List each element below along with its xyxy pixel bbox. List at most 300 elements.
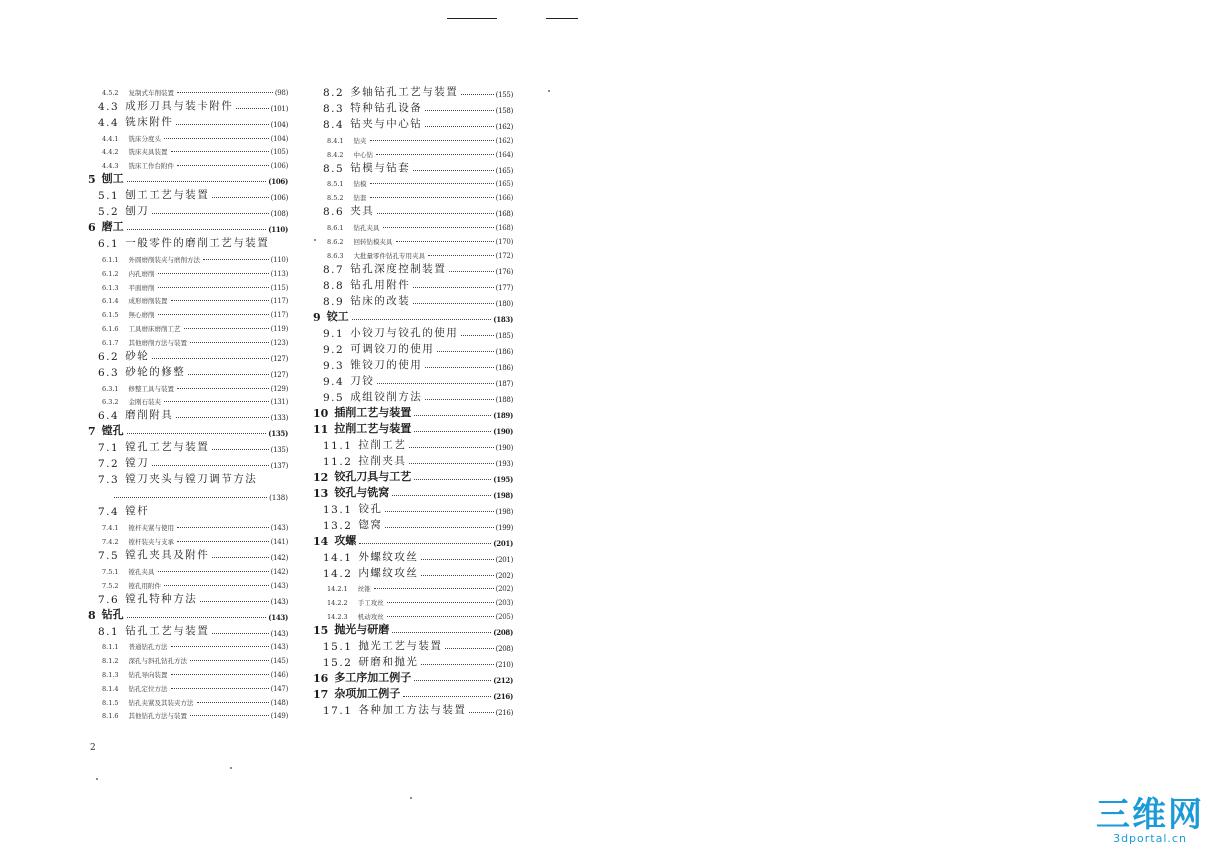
- toc-page: (172): [495, 251, 513, 260]
- toc-section: [313, 701, 513, 717]
- leader-dots: [158, 314, 269, 315]
- toc-number: 9.1: [323, 327, 345, 340]
- toc-chapter: [313, 308, 513, 324]
- toc-page: (104): [270, 120, 288, 129]
- toc-title: 拉削夹具: [358, 454, 407, 467]
- leader-dots: [414, 479, 491, 480]
- toc-section: [313, 564, 513, 580]
- leader-dots: [190, 342, 269, 343]
- toc-page: (165): [495, 180, 513, 189]
- toc-subsection: [88, 393, 288, 407]
- leader-dots: [152, 213, 268, 214]
- toc-page: (106): [268, 177, 288, 187]
- toc-page: (158): [495, 107, 513, 115]
- toc-section: [313, 260, 513, 276]
- toc-subsection: [313, 232, 513, 246]
- toc-title: 钻孔工艺与装置: [125, 624, 210, 637]
- toc-chapter: [313, 404, 513, 420]
- toc-subsection: [88, 679, 288, 693]
- toc-number: 8.1.1: [102, 643, 119, 652]
- toc-page: (98): [274, 88, 288, 97]
- toc-subsection: [88, 264, 288, 278]
- toc-title: 内螺纹攻丝: [358, 566, 419, 579]
- toc-title: 多工序加工例子: [334, 670, 412, 684]
- toc-title: 镗孔用附件: [128, 581, 162, 590]
- toc-title: 镗刀: [125, 457, 150, 470]
- leader-dots: [425, 399, 493, 400]
- toc-number: 6: [88, 221, 96, 235]
- toc-page: (199): [495, 523, 513, 532]
- leader-dots: [370, 183, 494, 184]
- toc-title: 磨工: [101, 220, 124, 234]
- toc-number: 8.5.1: [327, 180, 344, 189]
- toc-number: 14.2.1: [327, 585, 348, 594]
- toc-section: [313, 436, 513, 452]
- toc-number: 6.1.7: [102, 338, 119, 347]
- toc-subsection: [313, 175, 513, 189]
- toc-title: 拉削工艺: [358, 438, 407, 451]
- toc-title: 外螺纹攻丝: [358, 550, 419, 563]
- toc-subsection: [313, 188, 513, 202]
- leader-dots: [445, 648, 493, 649]
- leader-dots: [377, 383, 493, 384]
- leader-dots: [190, 715, 269, 716]
- leader-dots: [164, 401, 269, 402]
- toc-title: 铣床夹具装置: [128, 148, 168, 157]
- leader-dots: [392, 632, 491, 633]
- toc-number: 12: [313, 470, 329, 484]
- toc-title: 可调铰刀的使用: [350, 342, 435, 355]
- toc-subsection: [313, 246, 513, 260]
- toc-number: 8.1.6: [102, 712, 119, 721]
- toc-title: 無心磨削: [128, 311, 155, 320]
- toc-page: (187): [495, 379, 513, 388]
- toc-page: (210): [495, 660, 513, 669]
- toc-section: [88, 502, 288, 518]
- toc-subsection: [88, 250, 288, 264]
- toc-number: 8.1.3: [102, 670, 119, 679]
- leader-dots: [190, 660, 269, 661]
- toc-subsection: [88, 576, 288, 590]
- toc-subsection: [88, 278, 288, 292]
- toc-title: 其他钻孔方法与装置: [128, 712, 188, 721]
- toc-page: (164): [495, 150, 513, 159]
- toc-title: 钻孔用附件: [350, 278, 411, 291]
- leader-dots: [437, 351, 493, 352]
- toc-number: 9.5: [323, 391, 345, 404]
- leader-dots: [114, 497, 267, 498]
- toc-number: 8.6.3: [327, 251, 344, 260]
- leader-dots: [176, 124, 268, 125]
- toc-page: (115): [270, 283, 288, 292]
- toc-section: [88, 454, 288, 470]
- toc-title: 抛光工艺与装置: [358, 639, 443, 652]
- toc-number: 7.2: [98, 458, 120, 471]
- toc-number: 8.5.2: [327, 194, 344, 203]
- toc-number: 7.3: [98, 474, 120, 487]
- leader-dots: [164, 585, 269, 586]
- toc-subsection: [88, 143, 288, 157]
- toc-title: 成形磨削装置: [128, 297, 168, 306]
- toc-title: 修整工具与装置: [128, 384, 175, 393]
- toc-title: 锪窝: [358, 518, 383, 531]
- toc-number: 7.4.1: [102, 524, 119, 533]
- toc-subsection: [313, 580, 513, 594]
- leader-dots: [461, 335, 493, 336]
- toc-number: 4.4.2: [102, 148, 119, 157]
- toc-page: (189): [493, 410, 513, 420]
- leader-dots: [127, 617, 267, 618]
- toc-title: 金刚石装夹: [128, 398, 162, 407]
- toc-subsection: [313, 218, 513, 232]
- leader-dots: [413, 303, 493, 304]
- toc-number: 17: [313, 687, 329, 701]
- toc-number: 6.1.4: [102, 297, 119, 306]
- toc-section: [313, 356, 513, 372]
- toc-section: [88, 406, 288, 422]
- toc-page: (131): [270, 398, 288, 407]
- toc-subsection: [313, 131, 513, 145]
- leader-dots: [413, 170, 493, 171]
- toc-page: (165): [495, 166, 513, 175]
- toc-title: 钻模与钻套: [350, 161, 411, 174]
- toc-section: [88, 546, 288, 562]
- toc-number: 8.3: [323, 103, 345, 115]
- toc-title: 钻孔: [101, 607, 124, 621]
- toc-number: 8.4.2: [327, 150, 344, 159]
- toc-page: (208): [495, 644, 513, 653]
- toc-title: 复制式车削装置: [128, 88, 175, 97]
- toc-number: 6.1.6: [102, 324, 119, 333]
- toc-page: (137): [270, 462, 288, 471]
- leader-dots: [409, 447, 493, 448]
- toc-number: 8: [88, 608, 96, 622]
- toc-page: (135): [270, 446, 288, 455]
- leader-dots: [385, 511, 493, 512]
- toc-title: 各种加工方法与装置: [358, 703, 467, 716]
- leader-dots: [177, 165, 269, 166]
- toc-number: 6.4: [98, 410, 120, 423]
- toc-title: 内孔磨削: [128, 269, 155, 278]
- leader-dots: [403, 696, 491, 697]
- leader-dots: [152, 358, 268, 359]
- toc-number: 9.2: [323, 343, 345, 356]
- toc-page: (105): [270, 148, 288, 157]
- toc-title: 工具磨床磨削工艺: [128, 324, 181, 333]
- toc-page: (146): [270, 670, 288, 679]
- toc-title: 攻螺: [334, 533, 357, 547]
- toc-title: 磨削附具: [125, 409, 174, 422]
- toc-number: 8.4.1: [327, 136, 344, 145]
- toc-chapter: [88, 170, 288, 186]
- toc-title: 其他磨削方法与装置: [128, 338, 188, 347]
- toc-number: 6.1.2: [102, 269, 119, 278]
- toc-title: 钻床的改装: [350, 294, 411, 307]
- toc-number: 7.5: [98, 549, 120, 562]
- toc-page: (138): [269, 494, 288, 503]
- toc-title: 砂轮: [125, 349, 150, 362]
- toc-title: 刨工工艺与装置: [125, 189, 210, 202]
- leader-dots: [171, 688, 269, 689]
- toc-chapter: [313, 468, 513, 484]
- leader-dots: [414, 431, 491, 432]
- leader-dots: [461, 94, 493, 95]
- toc-section: [313, 388, 513, 404]
- leader-dots: [188, 374, 268, 375]
- toc-title: 一般零件的磨削工艺与装置: [125, 237, 270, 250]
- leader-dots: [387, 602, 494, 603]
- leader-dots: [171, 300, 269, 301]
- toc-number: 7.5.1: [102, 567, 119, 576]
- toc-entry-continuation: [88, 486, 288, 502]
- toc-number: 13.1: [323, 503, 353, 516]
- leader-dots: [158, 571, 269, 572]
- toc-title: 铣床附件: [125, 115, 174, 128]
- toc-page: (110): [268, 225, 288, 235]
- toc-number: 4.5.2: [102, 88, 119, 97]
- toc-number: 6.3: [98, 366, 120, 379]
- toc-page: (106): [270, 194, 288, 203]
- toc-chapter: [313, 621, 513, 637]
- toc-section: [88, 622, 288, 638]
- toc-page: (135): [268, 429, 288, 439]
- toc-title: 丝锥: [357, 585, 371, 594]
- toc-title: 钻夹: [353, 136, 367, 145]
- toc-title: 多轴钻孔工艺与装置: [350, 86, 459, 98]
- leader-dots: [171, 151, 269, 152]
- toc-number: 9.3: [323, 359, 345, 372]
- toc-page: (170): [495, 237, 513, 246]
- toc-number: 8.2: [323, 87, 345, 99]
- toc-subsection: [313, 607, 513, 621]
- toc-title: 铣床工作台附件: [128, 162, 175, 171]
- toc-title: 铰工: [326, 309, 349, 323]
- toc-page: (143): [270, 629, 288, 638]
- toc-section: [313, 202, 513, 218]
- toc-section: [88, 438, 288, 454]
- toc-title: 镗孔夹具: [128, 567, 155, 576]
- toc-number: 14: [313, 534, 329, 548]
- toc-number: 6.1.1: [102, 255, 119, 264]
- toc-subsection: [88, 379, 288, 393]
- toc-section: [313, 653, 513, 669]
- toc-chapter: [313, 532, 513, 548]
- toc-page: (176): [495, 267, 513, 276]
- toc-page: (119): [270, 324, 288, 333]
- toc-page: (205): [495, 612, 513, 621]
- toc-title: 手工攻丝: [357, 599, 384, 608]
- leader-dots: [414, 415, 491, 416]
- toc-subsection: [88, 532, 288, 546]
- header-rule-right: [546, 18, 578, 19]
- toc-page: (149): [270, 712, 288, 721]
- toc-page: (133): [270, 414, 288, 423]
- toc-section: [313, 452, 513, 468]
- toc-number: 8.4: [323, 119, 345, 131]
- leader-dots: [203, 259, 269, 260]
- toc-number: 15.2: [323, 656, 353, 669]
- toc-section: [88, 202, 288, 218]
- toc-subsection: [88, 518, 288, 532]
- toc-page: (193): [495, 459, 513, 468]
- toc-section: [88, 234, 288, 250]
- leader-dots: [171, 646, 269, 647]
- toc-page: (143): [270, 643, 288, 652]
- toc-page: (195): [493, 474, 513, 484]
- toc-title: 镗刀夹头与镗刀调节方法: [125, 473, 258, 486]
- toc-title: 抛光与研磨: [334, 622, 390, 636]
- toc-title: 钻套: [353, 194, 367, 203]
- leader-dots: [177, 541, 269, 542]
- toc-title: 小铰刀与铰孔的使用: [350, 326, 459, 339]
- toc-section: [88, 97, 288, 113]
- toc-page: (127): [270, 370, 288, 379]
- toc-number: 11.2: [323, 455, 353, 468]
- toc-page: (166): [495, 194, 513, 203]
- toc-chapter: [88, 422, 288, 438]
- toc-section: [313, 292, 513, 308]
- toc-section: [88, 186, 288, 202]
- toc-title: 钻孔定位方法: [128, 684, 168, 693]
- toc-title: 镗孔: [101, 424, 124, 438]
- toc-page: (127): [270, 354, 288, 363]
- toc-section: [88, 470, 288, 486]
- toc-number: 6.1.3: [102, 283, 119, 292]
- leader-dots: [171, 674, 269, 675]
- leader-dots: [392, 495, 491, 496]
- leader-dots: [127, 433, 267, 434]
- page-number: 2: [90, 743, 96, 753]
- toc-page: (101): [270, 104, 288, 113]
- toc-number: 4.4.3: [102, 162, 119, 171]
- toc-title: 成形刀具与装卡附件: [125, 99, 234, 112]
- toc-section: [313, 83, 513, 99]
- toc-page: (202): [495, 585, 513, 594]
- toc-number: 16: [313, 671, 329, 685]
- toc-page: (198): [495, 507, 513, 516]
- toc-left-column: [88, 83, 288, 720]
- leader-dots: [421, 575, 493, 576]
- toc-page: (143): [270, 597, 288, 606]
- scan-speck: [410, 797, 412, 799]
- toc-title: 刨工: [101, 172, 124, 186]
- toc-page: (216): [493, 691, 513, 701]
- toc-title: 特种钻孔设备: [350, 102, 423, 114]
- toc-title: 大批量零件钻孔专用夹具: [353, 251, 426, 260]
- toc-title: 钻孔深度控制装置: [350, 262, 447, 275]
- toc-number: 15: [313, 623, 329, 637]
- toc-title: 成组铰削方法: [350, 390, 423, 403]
- header-rule-left: [447, 18, 497, 19]
- toc-section: [313, 637, 513, 653]
- leader-dots: [428, 255, 494, 256]
- toc-number: 11: [313, 422, 329, 436]
- toc-page: (168): [495, 210, 513, 219]
- toc-section: [313, 372, 513, 388]
- leader-dots: [212, 197, 268, 198]
- toc-page: (180): [495, 299, 513, 308]
- leader-dots: [377, 213, 493, 214]
- toc-subsection: [88, 638, 288, 652]
- toc-page: (113): [270, 269, 288, 278]
- leader-dots: [200, 601, 268, 602]
- toc-page: (143): [268, 612, 288, 622]
- toc-page: (108): [270, 210, 288, 219]
- toc-section: [313, 159, 513, 175]
- leader-dots: [374, 588, 494, 589]
- toc-section: [313, 276, 513, 292]
- toc-title: 镗杆夹紧与使用: [128, 524, 175, 533]
- toc-page: (186): [495, 347, 513, 356]
- toc-page: (162): [495, 136, 513, 145]
- toc-page: (212): [493, 675, 513, 685]
- toc-page: (202): [495, 571, 513, 580]
- leader-dots: [176, 417, 268, 418]
- toc-section: [313, 340, 513, 356]
- toc-number: 6.2: [98, 350, 120, 363]
- toc-section: [313, 115, 513, 131]
- toc-subsection: [313, 593, 513, 607]
- toc-title: 杂项加工例子: [334, 686, 401, 700]
- toc-page: (208): [493, 627, 513, 637]
- toc-title: 刨刀: [125, 205, 150, 218]
- toc-title: 钻孔导向装置: [128, 670, 168, 679]
- toc-title: 普通钻孔方法: [128, 643, 168, 652]
- toc-number: 14.2.2: [327, 599, 348, 608]
- toc-number: 9.4: [323, 375, 345, 388]
- scan-speck: [314, 239, 316, 241]
- toc-title: 铰孔刀具与工艺: [334, 469, 412, 483]
- leader-dots: [127, 181, 267, 182]
- toc-title: 铣床分度头: [128, 134, 162, 143]
- toc-page: (117): [270, 311, 288, 320]
- toc-subsection: [88, 305, 288, 319]
- toc-page: (201): [495, 555, 513, 564]
- toc-page: (201): [493, 538, 513, 548]
- toc-subsection: [88, 83, 288, 97]
- toc-number: 8.9: [323, 295, 345, 308]
- toc-subsection: [88, 665, 288, 679]
- toc-page: (190): [493, 426, 513, 436]
- toc-number: 6.3.1: [102, 384, 119, 393]
- toc-number: 5: [88, 173, 96, 187]
- toc-number: 7: [88, 425, 96, 439]
- toc-number: 4.4: [98, 116, 120, 129]
- toc-number: 8.6.1: [327, 223, 344, 232]
- toc-title: 外圆磨削装夹与磨削方法: [128, 255, 201, 264]
- watermark-brand: 三维网: [1096, 795, 1204, 835]
- toc-subsection: [88, 693, 288, 707]
- leader-dots: [152, 465, 268, 466]
- leader-dots: [449, 271, 493, 272]
- leader-dots: [409, 463, 493, 464]
- toc-subsection: [88, 651, 288, 665]
- toc-title: 回转钻模夹具: [353, 237, 393, 246]
- toc-page: (141): [270, 537, 288, 546]
- leader-dots: [164, 138, 269, 139]
- leader-dots: [177, 388, 269, 389]
- leader-dots: [158, 273, 269, 274]
- toc-page: (142): [270, 553, 288, 562]
- toc-section: [313, 500, 513, 516]
- leader-dots: [425, 367, 493, 368]
- toc-title: 镗杆: [125, 505, 150, 518]
- toc-section: [313, 99, 513, 115]
- toc-title: 铰孔与铣窝: [334, 485, 390, 499]
- toc-page: (123): [270, 338, 288, 347]
- toc-section: [88, 113, 288, 129]
- toc-title: 拉削工艺与装置: [334, 421, 412, 435]
